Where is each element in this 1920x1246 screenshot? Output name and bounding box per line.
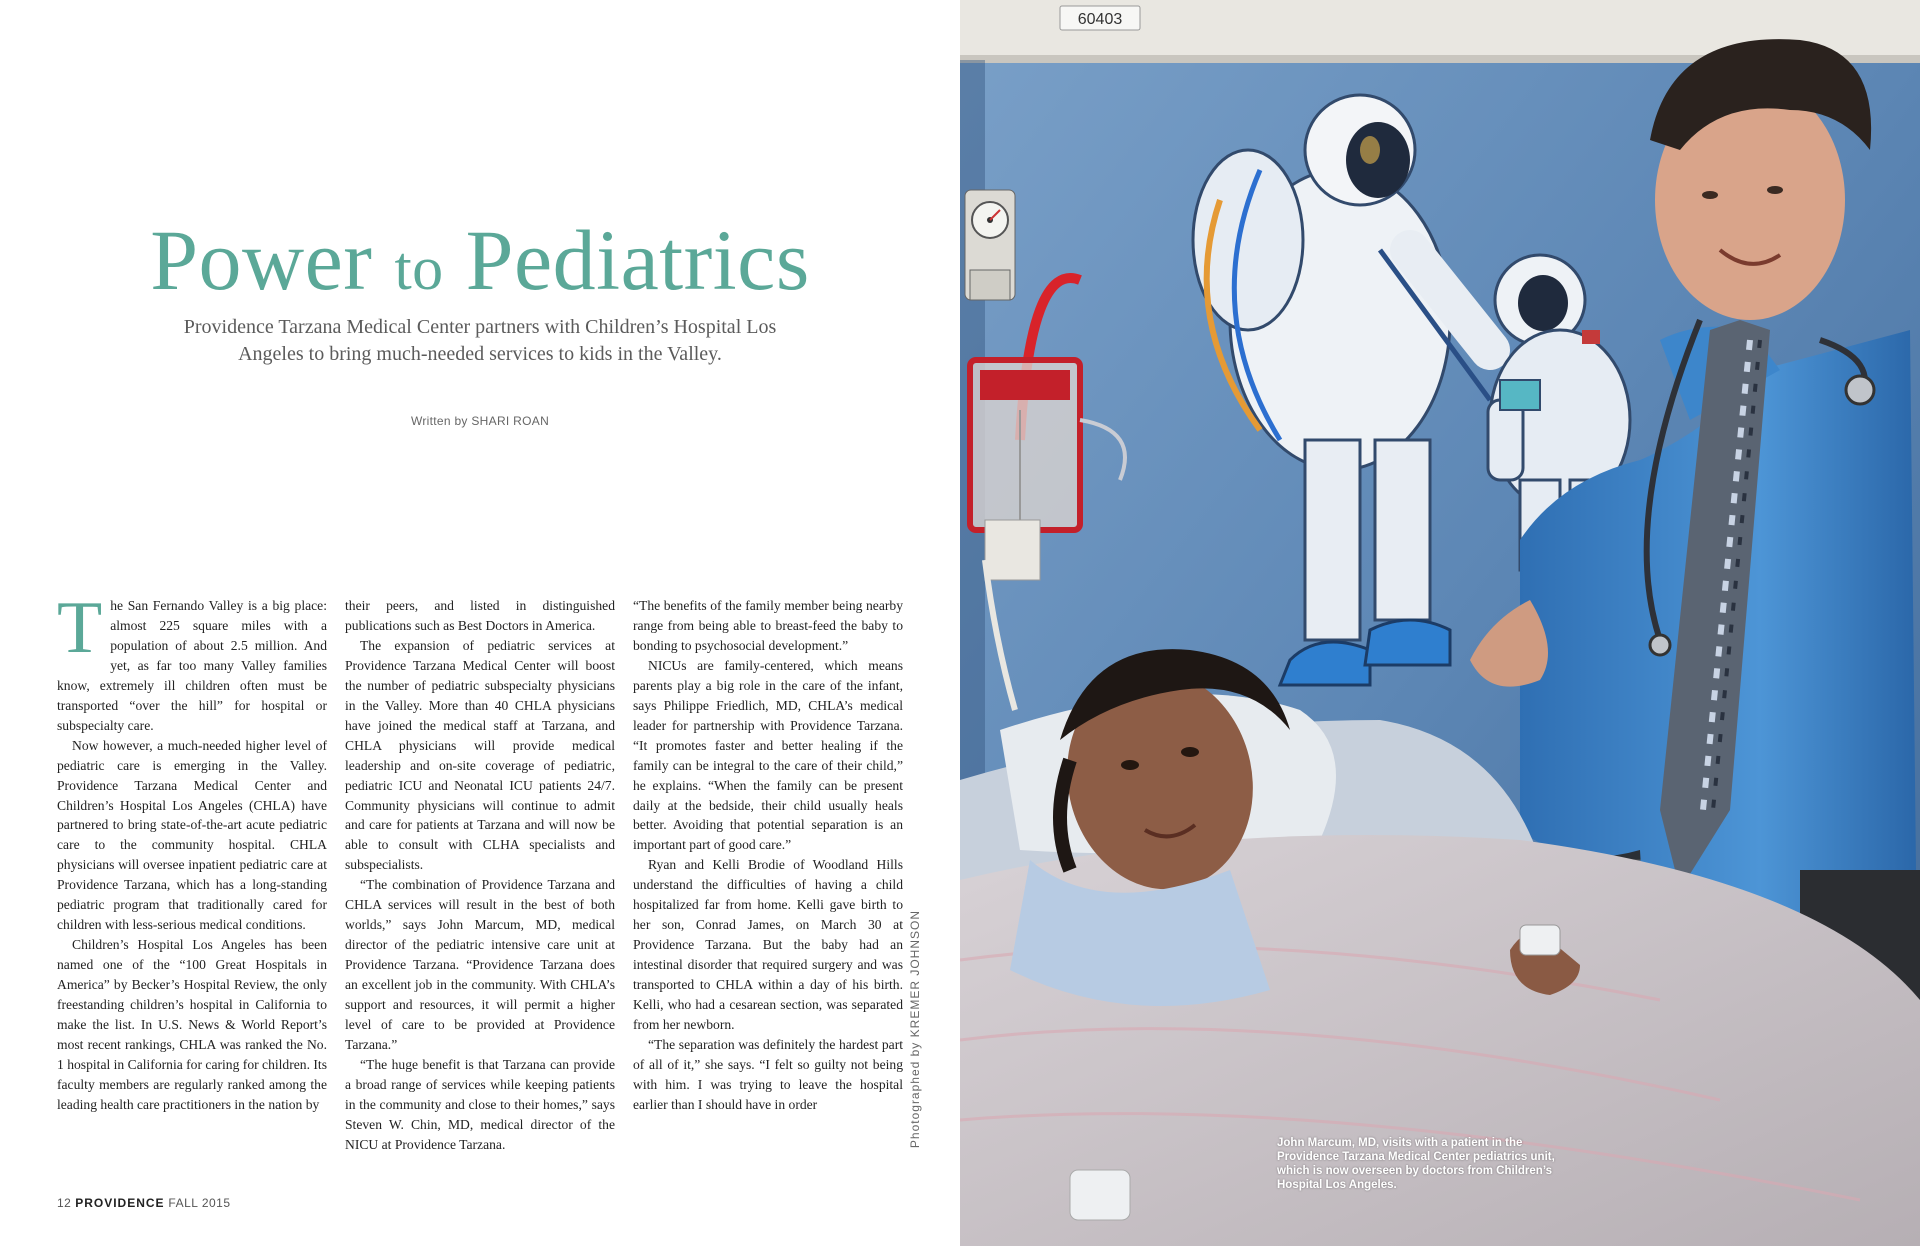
page-footer — [57, 1196, 231, 1210]
byline-author: SHARI ROAN — [471, 414, 550, 428]
paragraph-text: he San Fernando Valley is a big place: almost 225 square miles with a population of about 2.5 million. And yet, as far too many Valley families know, extremely ill children often must be transported “over the hill” for hospital or subspecialty care. — [57, 598, 327, 733]
body-paragraph: “The separation was definitely the hardest part of all of it,” she says. “I felt so guilty not being with him. I was trying to leave the hospital earlier than I should have in order — [633, 1036, 903, 1112]
body-column-2 — [345, 596, 615, 1155]
body-column-3 — [633, 596, 903, 1115]
byline — [0, 414, 960, 428]
title-word-to: to — [394, 235, 444, 303]
body-paragraph: Children’s Hospital Los Angeles has been named one of the “100 Great Hospitals in America” by Becker’s Hospital Review, the only freestanding children’s hospital in California to make the list. In U.S. News & World Report’s most recent rankings, CHLA was ranked the No. 1 hospital in California for caring for children. Its faculty members are regularly ranked among the leading health care practitioners in the nation by — [57, 937, 327, 1112]
body-paragraph: Ryan and Kelli Brodie of Woodland Hills understand the difficulties of having a child hospitalized far from home. Kelli gave birth to her son, Conrad James, on March 30 at Providence Tarzana. But the baby had an intestinal disorder that required surgery and was transported to CHLA within a day of his birth. Kelli, who had a cesarean section, was separated from her newborn. — [633, 857, 903, 1033]
magazine-name: PROVIDENCE — [75, 1196, 165, 1210]
photo-credit: Photographed by KREMER JOHNSON — [908, 910, 922, 1149]
body-column-1 — [57, 587, 327, 1115]
body-paragraph: Now however, a much-needed higher level of pediatric care is emerging in the Valley. Providence Tarzana Medical Center and Children’s Hospital Los Angeles (CHLA) have partnered to bring state-of-the-art acute pediatric care to the community hospital. CHLA physicians will oversee inpatient pediatric care at Providence Tarzana, which has a long-standing pediatric program that traditionally cared for children with less-serious medical conditions. — [57, 737, 327, 933]
body-paragraph: “The huge benefit is that Tarzana can provide a broad range of services while keeping patients in the community and close to their homes,” says Steven W. Chin, MD, medical director of the NICU at Providence Tarzana. — [345, 1056, 615, 1152]
body-paragraph: NICUs are family-centered, which means parents play a big role in the care of the infant, says Philippe Friedlich, MD, CHLA’s medical leader for partnership with Providence Tarzana. “It promotes faster and better healing if the family can be integral to the care of their child,” he explains. “When the family can be present daily at the bedside, their child usually heals better. Avoiding that potential separation is an important part of good care.” — [633, 657, 903, 853]
photo-spread — [960, 0, 1920, 1246]
body-paragraph — [57, 587, 327, 736]
hospital-room-photo — [960, 0, 1920, 1246]
drop-cap: T — [57, 587, 103, 669]
body-paragraph: “The combination of Providence Tarzana and CHLA services will result in the best of both worlds,” says John Marcum, MD, medical director of the pediatric intensive care unit at Providence Tarzana. “Providence Tarzana does an excellent job in the community. With CHLA’s support and resources, it will permit a higher level of care to be provided at Providence Tarzana.” — [345, 877, 615, 1052]
photo-caption: John Marcum, MD, visits with a patient in the Providence Tarzana Medical Center pediatrics unit, which is now overseen by doctors from Children’s Hospital Los Angeles. — [1277, 1137, 1555, 1191]
title-word-power: Power — [150, 212, 373, 308]
byline-prefix: Written by — [410, 414, 468, 428]
body-paragraph: The expansion of pediatric services at Providence Tarzana Medical Center will boost the number of pediatric subspecialty physicians in the Valley. More than 40 CHLA physicians have joined the medical staff at Tarzana, and CHLA physicians will provide medical leadership and on-site coverage of pediatric, pediatric ICU and Neonatal ICU patients 24/7. Community physicians will continue to admit and care for patients at Tarzana and will now be able to consult with CLHA specialists and subspecialists. — [345, 637, 615, 873]
issue-date: FALL 2015 — [168, 1196, 231, 1210]
body-paragraph: “The benefits of the family member being nearby range from being able to breast-feed the baby to bonding to psychosocial development.” — [633, 598, 903, 653]
body-paragraph: their peers, and listed in distinguished publications such as Best Doctors in America. — [345, 598, 615, 633]
page-number: 12 — [57, 1196, 72, 1210]
article-deck: Providence Tarzana Medical Center partners with Children’s Hospital Los Angeles to bring much-needed services to kids in the Valley. — [183, 316, 777, 365]
room-number: 60403 — [1077, 11, 1123, 28]
page-title — [0, 210, 960, 319]
title-word-pediatrics: Pediatrics — [465, 212, 810, 308]
